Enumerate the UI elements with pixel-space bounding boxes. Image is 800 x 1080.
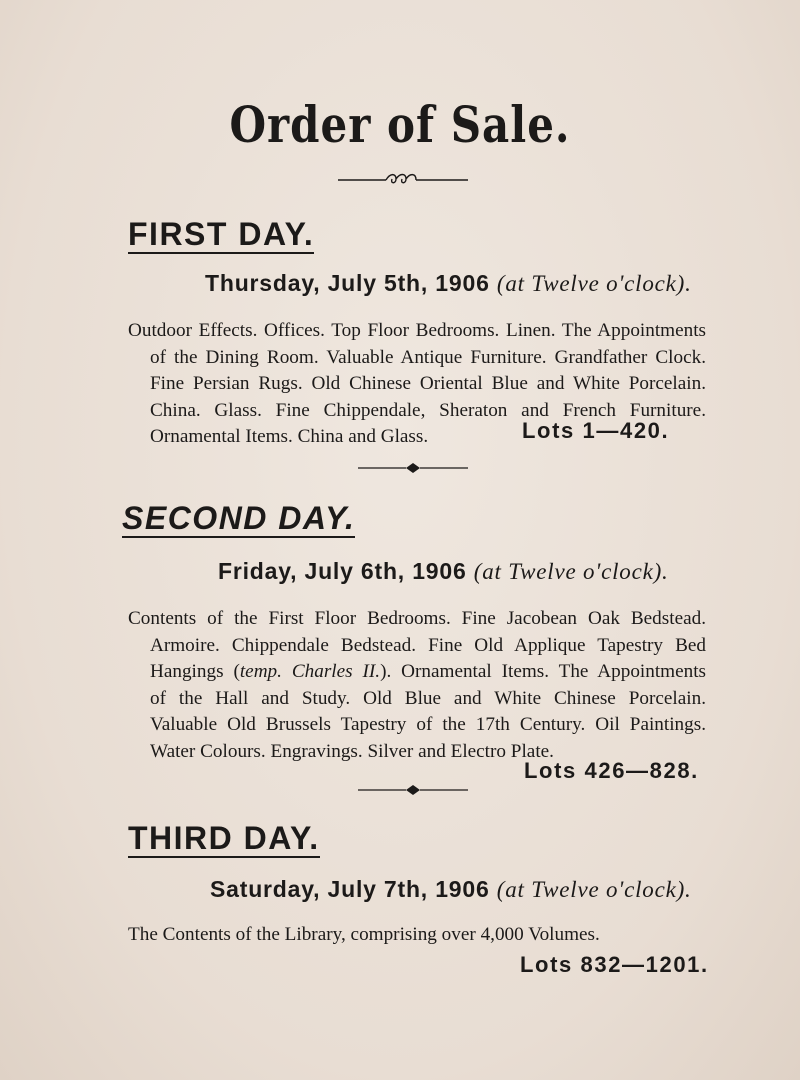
day-heading-second: SECOND DAY. [122,500,356,536]
section-divider [358,462,468,474]
contents-line: The Contents of the Library, comprising over 4,000 Volumes. [128,924,600,945]
contents-line: Outdoor Effects. Offices. Top Floor Bedrooms. Linen. The Appointments [128,320,706,341]
contents-line: of the Dining Room. Valuable Antique Furniture. Grandfather Clock. [150,346,706,368]
date-first-day: Thursday, July 5th, 1906 (at Twelve o'clock). [205,270,692,296]
page-title: Order of Sale. [229,96,571,154]
period-note: temp. Charles II. [239,661,381,682]
contents-line: Hangings (temp. Charles II.). Ornamental Items. The Appointments [150,661,706,682]
contents-third-day [128,922,706,949]
contents-line: Water Colours. Engravings. Silver and Electro Plate. [150,740,554,762]
contents-line: Ornamental Items. China and Glass. [150,426,429,447]
contents-line: China. Glass. Fine Chippendale, Sheraton and French Furniture. [150,399,706,421]
title-ornament [338,172,468,186]
lots-second-day: Lots 426—828. [524,758,699,783]
contents-line: Valuable Old Brussels Tapestry of the 17th Century. Oil Paintings. [150,714,706,735]
date-second-day: Friday, July 6th, 1906 (at Twelve o'clock). [218,558,669,584]
day-heading-third: THIRD DAY. [128,820,320,856]
contents-line: Armoire. Chippendale Bedstead. Fine Old Applique Tapestry Bed [150,634,706,656]
contents-line: Contents of the First Floor Bedrooms. Fine Jacobean Oak Bedstead. [128,608,706,629]
day-heading-first: FIRST DAY. [128,216,315,252]
lots-first-day: Lots 1—420. [522,418,670,443]
date-third-day: Saturday, July 7th, 1906 (at Twelve o'clock). [210,876,692,902]
contents-line: Fine Persian Rugs. Old Chinese Oriental Blue and White Porcelain. [150,373,706,394]
time-note: (at Twelve o'clock). [496,877,692,902]
time-note: (at Twelve o'clock). [473,559,669,584]
contents-second-day [128,606,706,765]
time-note: (at Twelve o'clock). [496,271,692,296]
lots-third-day: Lots 832—1201. [520,952,709,977]
contents-line: of the Hall and Study. Old Blue and White Chinese Porcelain. [150,687,706,709]
section-divider [358,784,468,796]
